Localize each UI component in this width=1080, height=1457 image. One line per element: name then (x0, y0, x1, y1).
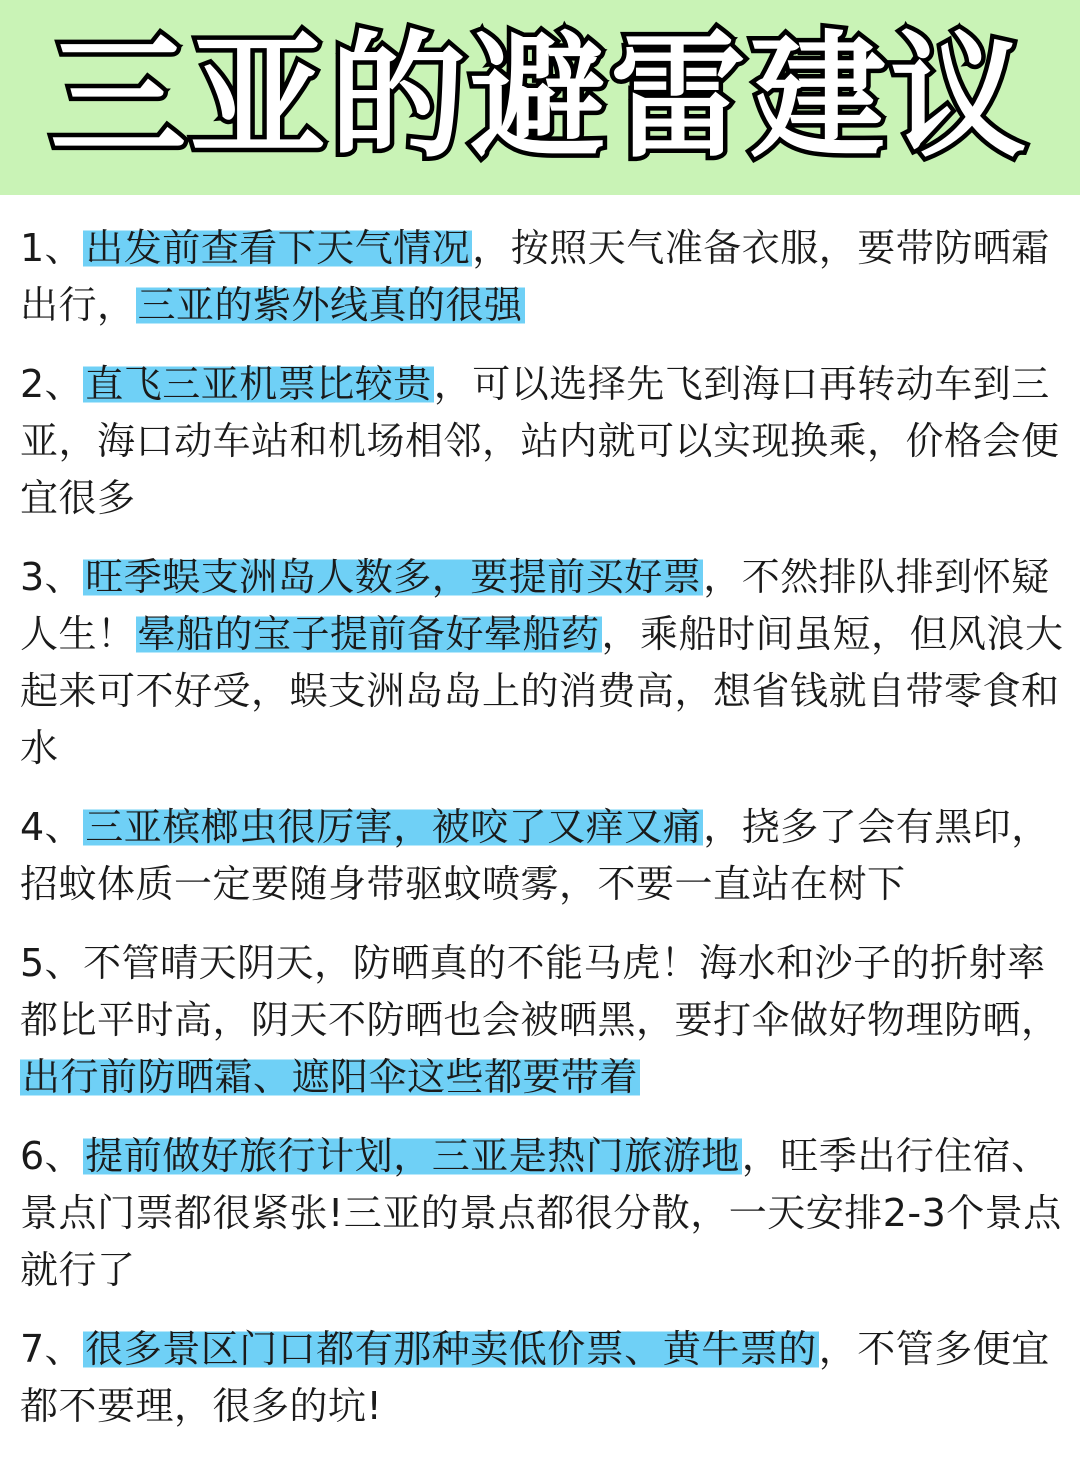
tip-highlight-text: 三亚槟榔虫很厉害，被咬了又痒又痛 (85, 805, 702, 849)
tip-paragraph (20, 799, 1065, 913)
title-banner (0, 0, 1080, 195)
tip-text: 5、不管晴天阴天，防晒真的不能马虎！海水和沙子的折射率都比平时高，阴天不防晒也会被晒黑，要打伞做好物理防晒， (20, 941, 1060, 1042)
tips-list (20, 220, 1065, 1457)
tip-text: 6、 (20, 1134, 84, 1178)
tip-paragraph (20, 1128, 1065, 1299)
tip-text: ，可以选择先飞到海口再转动车到三亚，海口动车站和机场相邻，站内就可以实现换乘，价格会便宜很多 (20, 362, 1060, 520)
tip-text: 7、 (20, 1327, 84, 1371)
tip-text: ，挠多了会有黑印，招蚊体质一定要随身带驱蚊喷雾，不要一直站在树下 (20, 805, 1050, 906)
tip-paragraph (20, 220, 1065, 334)
tip-text: ，不管多便宜都不要理，很多的坑! (20, 1327, 1050, 1428)
tip-paragraph (20, 549, 1065, 777)
tip-paragraph (20, 935, 1065, 1106)
tip-highlight-text: 三亚的紫外线真的很强 (137, 283, 523, 327)
tip-text: ，不然排队排到怀疑人生！ (20, 555, 1050, 656)
tip-highlight-text: 很多景区门口都有那种卖低价票、黄牛票的 (85, 1327, 817, 1371)
tip-highlight-text: 提前做好旅行计划，三亚是热门旅游地 (85, 1134, 740, 1178)
tip-text: 2、 (20, 362, 84, 406)
tip-text: 4、 (20, 805, 84, 849)
tip-text: ，按照天气准备衣服，要带防晒霜出行， (20, 226, 1050, 327)
tip-paragraph (20, 356, 1065, 527)
tip-highlight-text: 直飞三亚机票比较贵 (85, 362, 432, 406)
tip-highlight-text: 出行前防晒霜、遮阳伞这些都要带着 (22, 1055, 639, 1099)
tip-text: ，旺季出行住宿、景点门票都很紧张!三亚的景点都很分散，一天安排2-3个景点就行了 (20, 1134, 1062, 1292)
page-title: 三亚的避雷建议 (50, 19, 1030, 177)
tip-paragraph (20, 1321, 1065, 1435)
tip-text: ，乘船时间虽短，但风浪大起来可不好受，蜈支洲岛岛上的消费高，想省钱就自带零食和水 (20, 612, 1064, 770)
tip-text: 3、 (20, 555, 84, 599)
tip-text: 1、 (20, 226, 84, 270)
tip-highlight-text: 出发前查看下天气情况 (85, 226, 471, 270)
tip-highlight-text: 旺季蜈支洲岛人数多，要提前买好票 (85, 555, 702, 599)
tip-highlight-text: 晕船的宝子提前备好晕船药 (137, 612, 600, 656)
